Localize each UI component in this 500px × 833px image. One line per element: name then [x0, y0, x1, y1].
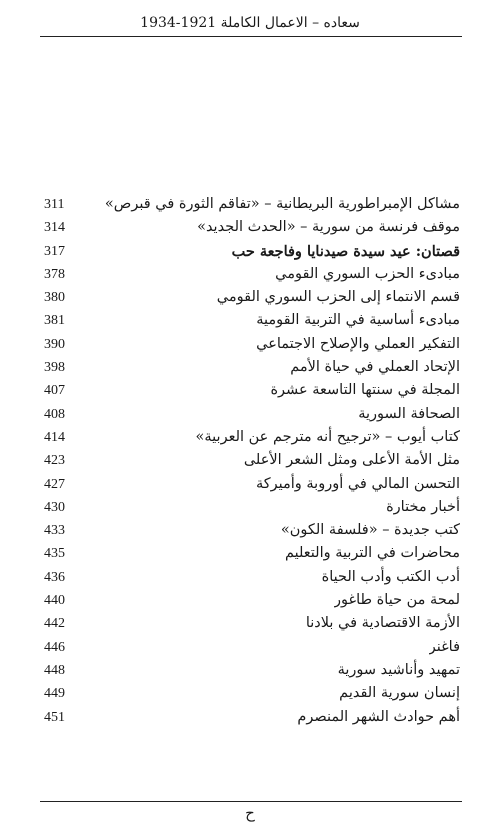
toc-entry-page-number: 311: [44, 197, 65, 212]
toc-entry-page-number: 381: [44, 313, 65, 329]
toc-entry-title: مثل الأمة الأعلى ومثل الشعر الأعلى: [243, 452, 460, 469]
toc-entry-title: تمهيد وأناشيد سورية: [337, 661, 460, 678]
toc-entry-title: أدب الكتب وأدب الحياة: [321, 568, 460, 585]
toc-entry: [44, 682, 460, 705]
toc-entry-title: مبادىء الحزب السوري القومي: [275, 265, 460, 282]
table-of-contents: [44, 193, 460, 729]
toc-entry-page-number: 435: [44, 546, 65, 562]
toc-entry-page-number: 423: [44, 453, 65, 469]
footer-rule: [40, 801, 462, 802]
toc-entry: [44, 636, 460, 659]
toc-entry-page-number: 414: [44, 429, 65, 445]
toc-entry-page-number: 442: [44, 616, 65, 632]
page-folio: ح: [245, 804, 255, 822]
toc-entry-page-number: 446: [44, 639, 65, 655]
toc-entry-page-number: 314: [44, 220, 65, 236]
toc-entry-page-number: 440: [44, 593, 65, 609]
toc-entry: [44, 333, 460, 356]
toc-entry-page-number: 398: [44, 360, 65, 376]
toc-entry: [44, 426, 460, 449]
toc-entry: [44, 542, 460, 565]
toc-entry-title: كتاب أيوب – «ترجيح أنه مترجم عن العربية»: [195, 428, 460, 445]
toc-entry-page-number: 451: [44, 709, 65, 725]
toc-entry-page-number: 427: [44, 476, 65, 492]
toc-entry-page-number: 380: [44, 290, 65, 306]
toc-entry-page-number: 390: [44, 336, 65, 352]
toc-entry-page-number: 378: [44, 266, 65, 282]
toc-entry-title: محاضرات في التربية والتعليم: [284, 545, 460, 562]
toc-entry: [44, 403, 460, 426]
toc-entry-title: موقف فرنسة من سورية – «الحدث الجديد»: [197, 219, 460, 236]
toc-entry: [44, 659, 460, 682]
toc-entry: [44, 286, 460, 309]
toc-entry: [44, 566, 460, 589]
toc-entry-title: التحسن المالي في أوروبة وأميركة: [255, 475, 460, 492]
toc-entry: [44, 263, 460, 286]
toc-entry: [44, 589, 460, 612]
toc-entry: [44, 379, 460, 402]
toc-entry: [44, 449, 460, 472]
toc-entry-page-number: 317: [44, 243, 65, 259]
toc-entry-title: الإتحاد العملي في حياة الأمم: [290, 359, 460, 376]
toc-entry: [44, 706, 460, 729]
toc-entry: [44, 496, 460, 519]
toc-entry-title: مبادىء أساسية في التربية القومية: [256, 312, 460, 329]
toc-entry-title: أهم حوادث الشهر المنصرم: [297, 708, 460, 725]
toc-entry-page-number: 436: [44, 569, 65, 585]
toc-entry: [44, 356, 460, 379]
toc-entry: [44, 216, 460, 239]
toc-entry-title: فاغنر: [428, 638, 460, 655]
toc-entry-title: قصتان: عيد سيدة صيدنايا وفاجعة حب: [231, 242, 460, 260]
toc-entry-page-number: 408: [44, 406, 65, 422]
toc-entry: [44, 309, 460, 332]
toc-entry-title: المجلة في سنتها التاسعة عشرة: [270, 382, 460, 399]
toc-entry-page-number: 430: [44, 499, 65, 515]
toc-entry-page-number: 448: [44, 662, 65, 678]
running-header: سعاده – الاعمال الكاملة 1921-1934: [140, 15, 360, 31]
toc-entry-title: مشاكل الإمبراطورية البريطانية – «تفاقم الثورة في قبرص»: [104, 196, 460, 212]
toc-entry-title: كتب جديدة – «فلسفة الكون»: [280, 522, 460, 539]
toc-entry-title: التفكير العملي والإصلاح الاجتماعي: [256, 335, 460, 352]
toc-entry-title: إنسان سورية القديم: [339, 685, 460, 702]
toc-entry-page-number: 449: [44, 686, 65, 702]
toc-entry-title: الأزمة الاقتصادية في بلادنا: [305, 615, 460, 632]
toc-entry-title: الصحافة السورية: [358, 405, 460, 422]
toc-entry: [44, 240, 460, 263]
toc-entry-title: أخبار مختارة: [386, 498, 460, 515]
toc-entry: [44, 612, 460, 635]
toc-entry-title: لمحة من حياة طاغور: [334, 592, 460, 609]
header-rule: [40, 36, 462, 37]
toc-entry-page-number: 407: [44, 383, 65, 399]
toc-entry: [44, 473, 460, 496]
toc-entry: [44, 193, 460, 216]
toc-entry-page-number: 433: [44, 523, 65, 539]
toc-entry-title: قسم الانتماء إلى الحزب السوري القومي: [216, 289, 460, 306]
toc-entry: [44, 519, 460, 542]
